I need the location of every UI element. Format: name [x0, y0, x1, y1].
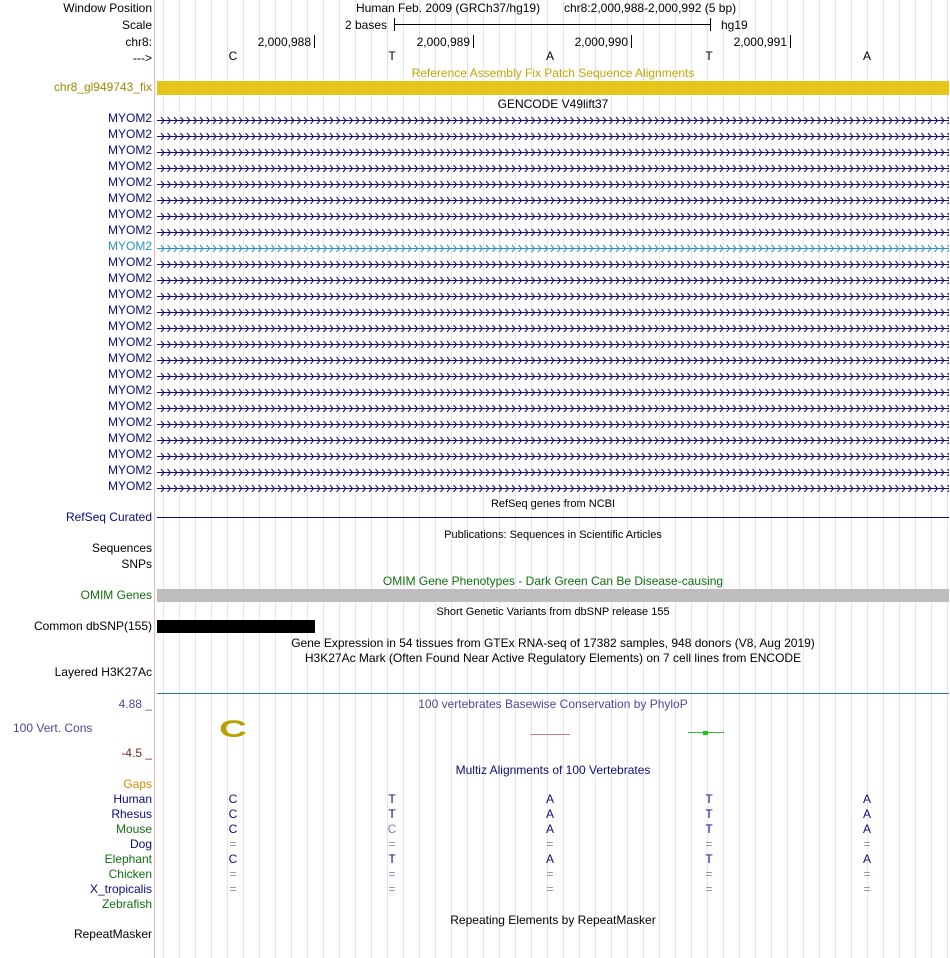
- dbsnp-title: Short Genetic Variants from dbSNP release 155: [436, 606, 670, 618]
- alignment-base: T: [705, 852, 713, 866]
- refseq-label[interactable]: RefSeq Curated: [65, 510, 152, 524]
- grid-line: [355, 0, 356, 958]
- omim-bar[interactable]: [157, 589, 949, 602]
- grid-line: [435, 0, 436, 958]
- gencode-gene-label[interactable]: MYOM2: [107, 415, 152, 429]
- grid-line: [899, 0, 900, 958]
- transcript-strand-arrows: [157, 340, 949, 349]
- species-label[interactable]: Rhesus: [111, 807, 152, 821]
- transcript-strand-arrows: [157, 132, 949, 141]
- ruler-tick-mark: [314, 35, 315, 48]
- h3k27ac-baseline: [157, 693, 949, 694]
- grid-line: [531, 0, 532, 958]
- grid-line: [915, 0, 916, 958]
- grid-line: [643, 0, 644, 958]
- snps-label[interactable]: SNPs: [121, 557, 152, 571]
- gencode-gene-label[interactable]: MYOM2: [107, 463, 152, 477]
- gencode-transcript[interactable]: [157, 258, 949, 267]
- publications-title: Publications: Sequences in Scientific Articles: [444, 529, 662, 541]
- alignment-base: =: [546, 837, 554, 851]
- gencode-gene-label[interactable]: MYOM2: [107, 287, 152, 301]
- species-label[interactable]: X_tropicalis: [89, 882, 152, 896]
- scale-bar-right-cap: [710, 18, 711, 31]
- transcript-strand-arrows: [157, 228, 949, 237]
- gencode-gene-label[interactable]: MYOM2: [107, 191, 152, 205]
- phylop-positive-mark: [703, 731, 708, 735]
- gencode-gene-label[interactable]: MYOM2: [107, 143, 152, 157]
- alignment-base: =: [863, 882, 871, 896]
- gencode-gene-label[interactable]: MYOM2: [107, 255, 152, 269]
- repeatmasker-title: Repeating Elements by RepeatMasker: [450, 913, 656, 927]
- label-separator: [154, 0, 155, 958]
- ruler-tick-label: 2,000,991: [733, 35, 787, 49]
- grid-line: [835, 0, 836, 958]
- alignment-base: A: [545, 807, 554, 821]
- gencode-transcript[interactable]: [157, 418, 949, 427]
- gencode-transcript[interactable]: [157, 466, 949, 475]
- gencode-transcript[interactable]: [157, 402, 949, 411]
- transcript-strand-arrows: [157, 356, 949, 365]
- alignment-base: =: [863, 867, 871, 881]
- grid-line: [819, 0, 820, 958]
- omim-title: OMIM Gene Phenotypes - Dark Green Can Be Disease-causing: [382, 574, 724, 588]
- transcript-strand-arrows: [157, 244, 949, 253]
- phylop-title: 100 vertebrates Basewise Conservation by PhyloP: [418, 697, 688, 711]
- gencode-transcript[interactable]: [157, 450, 949, 459]
- gencode-gene-label[interactable]: MYOM2: [107, 175, 152, 189]
- transcript-strand-arrows: [157, 164, 949, 173]
- gencode-gene-label[interactable]: MYOM2: [107, 431, 152, 445]
- strand-label: --->: [133, 51, 152, 65]
- transcript-strand-arrows: [157, 372, 949, 381]
- ruler-base: C: [228, 49, 238, 63]
- gencode-transcript[interactable]: [157, 354, 949, 363]
- gencode-gene-label[interactable]: MYOM2: [107, 367, 152, 381]
- grid-line: [195, 0, 196, 958]
- gencode-transcript[interactable]: [157, 210, 949, 219]
- gencode-transcript[interactable]: [157, 114, 949, 123]
- grid-line: [323, 0, 324, 958]
- species-label[interactable]: Human: [113, 792, 152, 806]
- scale-db: hg19: [721, 18, 748, 32]
- alignment-base: =: [388, 837, 396, 851]
- alignment-base: =: [229, 882, 237, 896]
- assembly-title: Human Feb. 2009 (GRCh37/hg19): [356, 1, 541, 15]
- grid-line: [611, 0, 612, 958]
- alignment-base: =: [388, 882, 396, 896]
- ruler-tick-mark: [631, 35, 632, 48]
- gencode-transcript[interactable]: [157, 146, 949, 155]
- grid-line: [579, 0, 580, 958]
- transcript-strand-arrows: [157, 148, 949, 157]
- grid-line: [723, 0, 724, 958]
- transcript-strand-arrows: [157, 308, 949, 317]
- h3k27ac-title: H3K27Ac Mark (Often Found Near Active Regulatory Elements) on 7 cell lines from ENCODE: [304, 651, 802, 665]
- fix-patch-label[interactable]: chr8_gl949743_fix: [53, 80, 152, 94]
- transcript-strand-arrows: [157, 212, 949, 221]
- gencode-gene-label[interactable]: MYOM2: [107, 335, 152, 349]
- gencode-transcript[interactable]: [157, 130, 949, 139]
- alignment-base: =: [229, 867, 237, 881]
- transcript-strand-arrows: [157, 452, 949, 461]
- alignment-base: C: [228, 807, 238, 821]
- gencode-transcript[interactable]: [157, 370, 949, 379]
- gencode-gene-label[interactable]: MYOM2: [107, 351, 152, 365]
- phylop-base-glyph: C: [219, 716, 247, 743]
- grid-line: [179, 0, 180, 958]
- alignment-base: T: [705, 822, 713, 836]
- h3k27ac-label[interactable]: Layered H3K27Ac: [54, 665, 152, 679]
- alignment-base: A: [545, 822, 554, 836]
- alignment-base: A: [862, 822, 871, 836]
- transcript-strand-arrows: [157, 484, 949, 493]
- ruler-tick-label: 2,000,989: [416, 35, 470, 49]
- scale-bar-left-cap: [394, 18, 395, 31]
- species-label[interactable]: Dog: [129, 837, 152, 851]
- alignment-base: =: [546, 867, 554, 881]
- gencode-transcript[interactable]: [157, 434, 949, 443]
- gencode-transcript[interactable]: [157, 242, 949, 251]
- gencode-gene-label[interactable]: MYOM2: [107, 479, 152, 493]
- alignment-base: T: [388, 807, 396, 821]
- grid-line: [659, 0, 660, 958]
- grid-line: [739, 0, 740, 958]
- grid-line: [883, 0, 884, 958]
- scale-value: 2 bases: [345, 18, 388, 32]
- sequences-label[interactable]: Sequences: [91, 541, 152, 555]
- grid-line: [275, 0, 276, 958]
- alignment-base: A: [545, 792, 554, 806]
- gencode-gene-label[interactable]: MYOM2: [107, 223, 152, 237]
- transcript-strand-arrows: [157, 276, 949, 285]
- grid-line: [675, 0, 676, 958]
- alignment-base: C: [228, 822, 238, 836]
- chrom-label: chr8:: [125, 35, 152, 49]
- alignment-base: C: [387, 822, 397, 836]
- grid-line: [931, 0, 932, 958]
- grid-line: [787, 0, 788, 958]
- transcript-strand-arrows: [157, 116, 949, 125]
- grid-line: [803, 0, 804, 958]
- scale-label: Scale: [121, 18, 152, 32]
- alignment-base: C: [228, 852, 238, 866]
- grid-line: [771, 0, 772, 958]
- gaps-label: Gaps: [123, 777, 152, 791]
- transcript-strand-arrows: [157, 468, 949, 477]
- grid-line: [851, 0, 852, 958]
- grid-line: [499, 0, 500, 958]
- alignment-base: C: [228, 792, 238, 806]
- transcript-strand-arrows: [157, 292, 949, 301]
- alignment-base: A: [862, 852, 871, 866]
- repeatmasker-label[interactable]: RepeatMasker: [73, 927, 152, 941]
- refseq-line[interactable]: [157, 517, 949, 518]
- alignment-base: =: [705, 882, 713, 896]
- gencode-gene-label[interactable]: MYOM2: [107, 303, 152, 317]
- grid-line: [691, 0, 692, 958]
- alignment-base: T: [388, 852, 396, 866]
- alignment-base: =: [388, 867, 396, 881]
- alignment-base: =: [705, 837, 713, 851]
- gencode-transcript[interactable]: [157, 338, 949, 347]
- transcript-strand-arrows: [157, 196, 949, 205]
- species-label[interactable]: Zebrafish: [101, 897, 152, 911]
- fix-patch-bar[interactable]: [157, 81, 949, 95]
- transcript-strand-arrows: [157, 436, 949, 445]
- grid-line: [371, 0, 372, 958]
- fix-patch-title: Reference Assembly Fix Patch Sequence Alignments: [411, 66, 695, 80]
- grid-line: [211, 0, 212, 958]
- alignment-base: T: [705, 807, 713, 821]
- grid-line: [307, 0, 308, 958]
- ruler-base: A: [545, 49, 554, 63]
- gencode-transcript[interactable]: [157, 194, 949, 203]
- grid-line: [451, 0, 452, 958]
- ruler-tick-label: 2,000,990: [574, 35, 628, 49]
- track-labels: [0, 0, 154, 958]
- gencode-gene-label[interactable]: MYOM2: [107, 319, 152, 333]
- gencode-gene-label[interactable]: MYOM2: [107, 399, 152, 413]
- gencode-gene-label[interactable]: MYOM2: [107, 383, 152, 397]
- gencode-transcript[interactable]: [157, 178, 949, 187]
- transcript-strand-arrows: [157, 324, 949, 333]
- transcript-strand-arrows: [157, 260, 949, 269]
- alignment-base: A: [862, 792, 871, 806]
- grid-line: [291, 0, 292, 958]
- transcript-strand-arrows: [157, 388, 949, 397]
- gencode-transcript[interactable]: [157, 482, 949, 491]
- gencode-transcript[interactable]: [157, 274, 949, 283]
- grid-line: [339, 0, 340, 958]
- gencode-gene-label[interactable]: MYOM2: [107, 127, 152, 141]
- transcript-strand-arrows: [157, 420, 949, 429]
- gencode-transcript[interactable]: [157, 162, 949, 171]
- refseq-title: RefSeq genes from NCBI: [490, 498, 616, 510]
- gtex-title: Gene Expression in 54 tissues from GTEx RNA-seq of 17382 samples, 948 donors (V8, Aug 2019): [291, 636, 815, 650]
- ruler-tick-mark: [473, 35, 474, 48]
- alignment-base: =: [546, 882, 554, 896]
- gencode-title: GENCODE V49lift37: [497, 97, 609, 111]
- gencode-gene-label[interactable]: MYOM2: [107, 239, 152, 253]
- phylop-max: 4.88 _: [118, 697, 152, 711]
- dbsnp-label[interactable]: Common dbSNP(155): [33, 619, 152, 633]
- grid-line: [163, 0, 164, 958]
- ruler-tick-label: 2,000,988: [257, 35, 311, 49]
- dbsnp-variant-bar[interactable]: [157, 620, 315, 633]
- scale-bar: [394, 24, 710, 25]
- alignment-base: =: [705, 867, 713, 881]
- alignment-base: A: [545, 852, 554, 866]
- ruler-base: T: [705, 49, 713, 63]
- grid-line: [483, 0, 484, 958]
- ruler-tick-mark: [790, 35, 791, 48]
- grid-line: [563, 0, 564, 958]
- gencode-transcript[interactable]: [157, 386, 949, 395]
- alignment-base: T: [705, 792, 713, 806]
- grid-line: [595, 0, 596, 958]
- alignment-base: T: [388, 792, 396, 806]
- phylop-min: -4.5 _: [121, 746, 152, 760]
- gencode-gene-label[interactable]: MYOM2: [107, 111, 152, 125]
- ruler-base: T: [388, 49, 396, 63]
- gencode-transcript[interactable]: [157, 290, 949, 299]
- grid-line: [403, 0, 404, 958]
- grid-line: [419, 0, 420, 958]
- gencode-transcript[interactable]: [157, 322, 949, 331]
- grid-line: [515, 0, 516, 958]
- gencode-gene-label[interactable]: MYOM2: [107, 271, 152, 285]
- grid-line: [755, 0, 756, 958]
- gencode-transcript[interactable]: [157, 306, 949, 315]
- species-label[interactable]: Mouse: [115, 822, 152, 836]
- phylop-negative-bar: [530, 734, 570, 735]
- grid-line: [259, 0, 260, 958]
- gencode-transcript[interactable]: [157, 226, 949, 235]
- transcript-strand-arrows: [157, 180, 949, 189]
- grid-line: [467, 0, 468, 958]
- grid-line: [947, 0, 948, 958]
- grid-line: [243, 0, 244, 958]
- ruler-base: A: [862, 49, 871, 63]
- grid-line: [627, 0, 628, 958]
- omim-label[interactable]: OMIM Genes: [80, 588, 152, 602]
- alignment-base: =: [863, 837, 871, 851]
- alignment-base: =: [229, 837, 237, 851]
- multiz-title: Multiz Alignments of 100 Vertebrates: [455, 763, 651, 777]
- window-position-label: Window Position: [63, 1, 152, 15]
- gencode-gene-label[interactable]: MYOM2: [107, 207, 152, 221]
- species-label[interactable]: Elephant: [104, 852, 152, 866]
- position-readout: chr8:2,000,988-2,000,992 (5 bp): [564, 1, 737, 15]
- phylop-label[interactable]: 100 Vert. Cons: [13, 721, 93, 735]
- gencode-gene-label[interactable]: MYOM2: [107, 447, 152, 461]
- alignment-base: A: [862, 807, 871, 821]
- gencode-gene-label[interactable]: MYOM2: [107, 159, 152, 173]
- species-label[interactable]: Chicken: [108, 867, 152, 881]
- transcript-strand-arrows: [157, 404, 949, 413]
